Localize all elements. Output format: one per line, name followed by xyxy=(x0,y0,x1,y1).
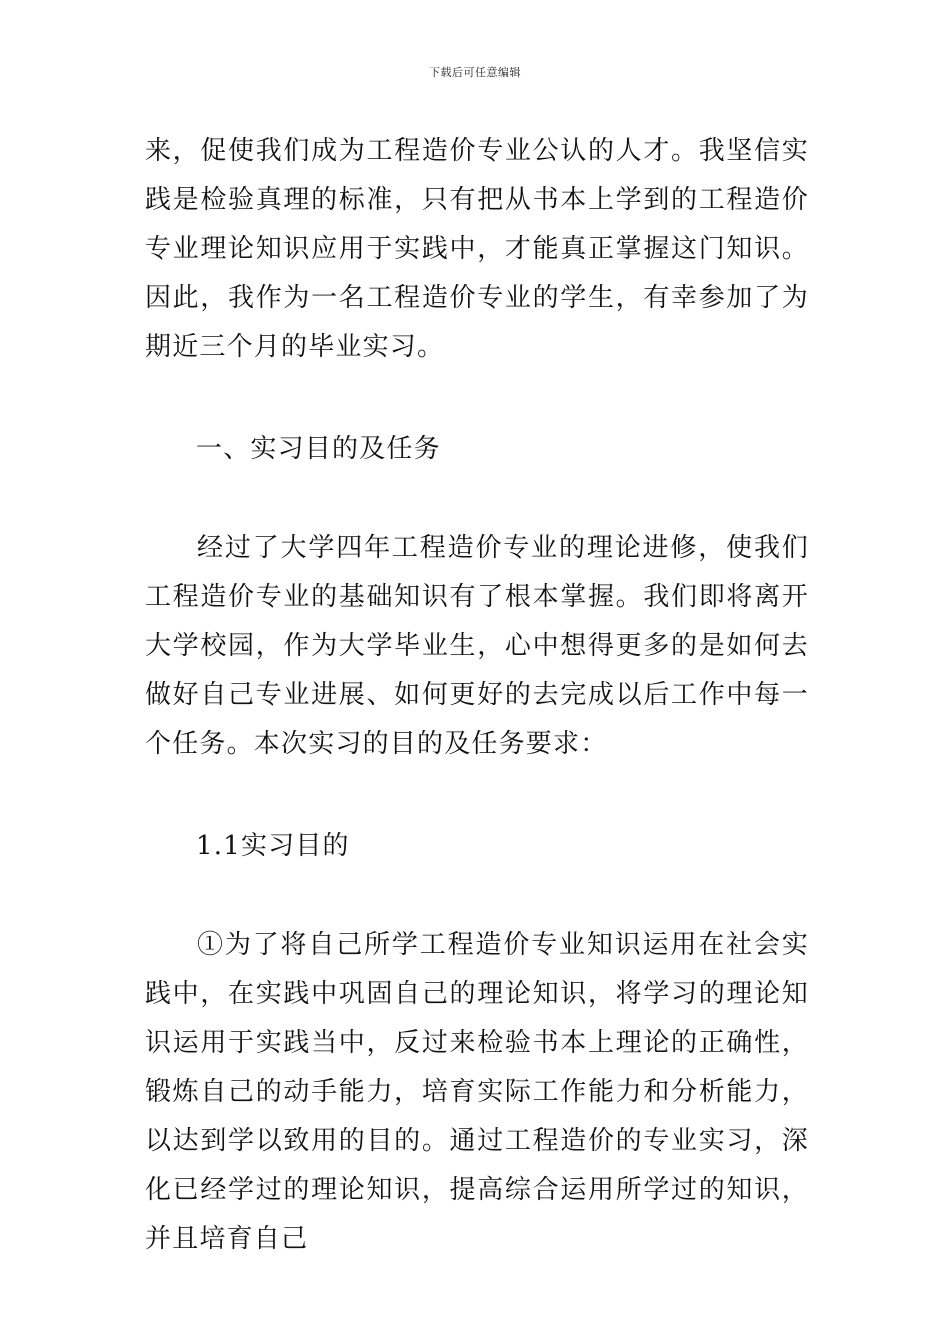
section-heading-2: 1.1实习目的 xyxy=(196,831,350,861)
page-header: 下载后可任意编辑 xyxy=(429,66,521,79)
body-paragraph-1: 来，促使我们成为工程造价专业公认的人才。我坚信实践是检验真理的标准，只有把从书本上学到的工程造价专业理论知识应用于实践中，才能真正掌握这门知识。因此，我作为一名工程造价专业的学生，有幸参加了为期近三个月的毕业实习。 xyxy=(145,136,809,362)
section-heading-1: 一、实习目的及任务 xyxy=(196,434,441,464)
body-paragraph-2: 经过了大学四年工程造价专业的理论进修，使我们工程造价专业的基础知识有了根本掌握。我们即将离开大学校园，作为大学毕业生，心中想得更多的是如何去做好自己专业进展、如何更好的去完成以后工作中每一个任务。本次实习的目的及任务要求： xyxy=(145,533,809,759)
body-paragraph-3: ①为了将自己所学工程造价专业知识运用在社会实践中，在实践中巩固自己的理论知识，将学习的理论知识运用于实践当中，反过来检验书本上理论的正确性，锻炼自己的动手能力，培育实际工作能力和分析能力，以达到学以致用的目的。通过工程造价的专业实习，深化已经学过的理论知识，提高综合运用所学过的知识，并且培育自己 xyxy=(145,930,809,1254)
